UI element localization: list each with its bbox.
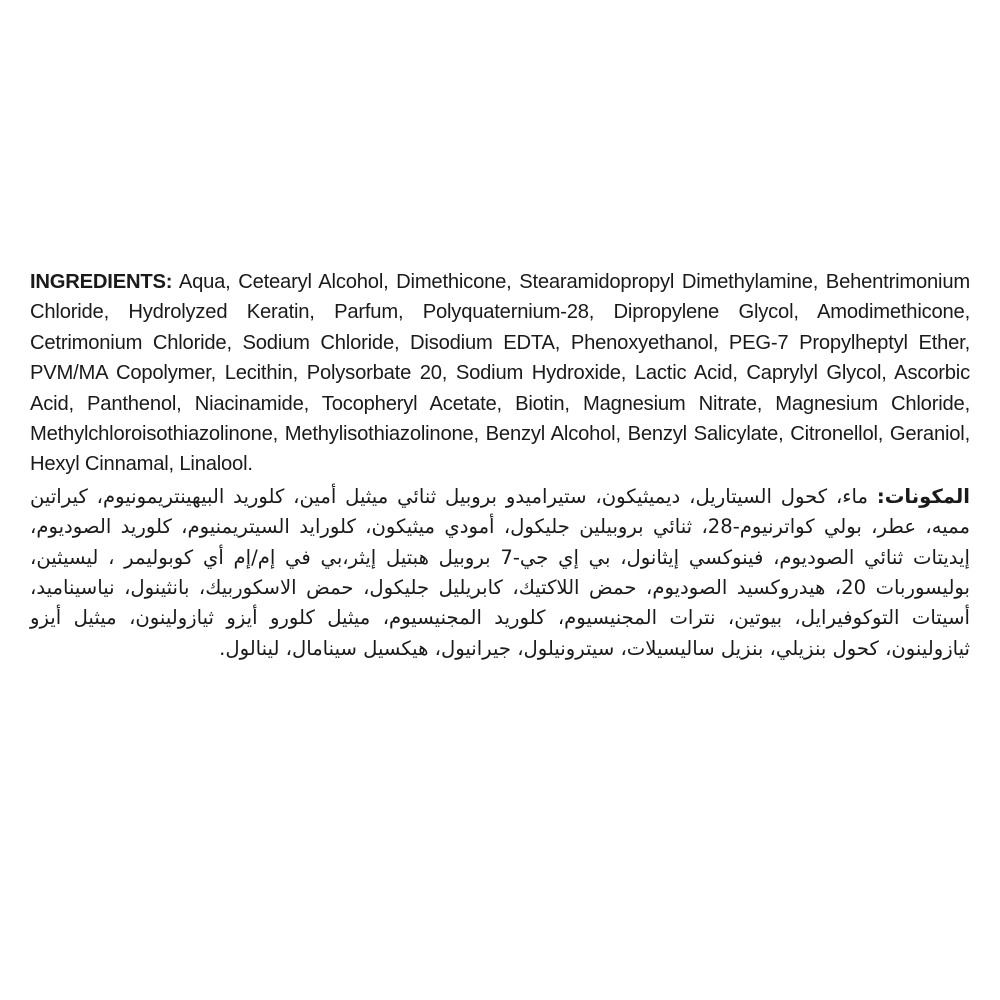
ingredients-text-english: Aqua, Cetearyl Alcohol, Dimethicone, Stearamidopropyl Dimethylamine, Behentrimonium Chloride, Hydrolyzed Keratin, Parfum, Polyquaternium-28, Dipropylene Glycol, Amodimethicone, Cetrimonium Chloride, Sodium Chloride, Disodium EDTA, Phenoxyethanol, PEG-7 Propylheptyl Ether, PVM/MA Copolymer, Lecithin, Polysorbate 20, Sodium Hydroxide, Lactic Acid, Caprylyl Glycol, Ascorbic Acid, Panthenol, Niacinamide, Tocopheryl Acetate, Biotin, Magnesium Nitrate, Magnesium Chloride, Methylchloroisothiazolinone, Methylisothiazolinone, Benzyl Alcohol, Benzyl Salicylate, Citronellol, Geraniol, Hexyl Cinnamal, Linalool. [30,271,970,476]
ingredients-label-english: INGREDIENTS: [30,271,173,293]
ingredients-panel [30,267,970,664]
ingredients-english [30,267,970,480]
ingredients-arabic [30,482,970,664]
ingredients-text-arabic: ماء، كحول السيتاريل، ديميثيكون، ستيراميدو بروبيل ثنائي ميثيل أمين، كلوريد البيهينتريمونيوم، كيراتين مميه، عطر، بولي كواترنيوم-28، ثنائي بروبيلين جليكول، أمودي ميثيكون، كلورايد السيتريمنيوم، كلوريد الصوديوم، إيديتات ثنائي الصوديوم، فينوكسي إيثانول، بي إي جي-7 بروبيل هبتيل إيثر،بي في إم/إم أي كوبوليمر ، ليسيثين، بوليسوربات 20، هيدروكسيد الصوديوم، حمض اللاكتيك، كابريليل جليكول، حمض الاسكوربيك، بانثينول، نياسيناميد، أسيتات التوكوفيرايل، بيوتين، نترات المجنيسيوم، كلوريد المجنيسيوم، ميثيل كلورو أيزو ثيازولينون، ميثيل أيزو ثيازولينون، كحول بنزيلي، بنزيل ساليسيلات، سيترونيلول، جيرانيول، هيكسيل سينامال، لينالول. [30,484,970,660]
ingredients-label-arabic: المكونات: [876,484,970,508]
